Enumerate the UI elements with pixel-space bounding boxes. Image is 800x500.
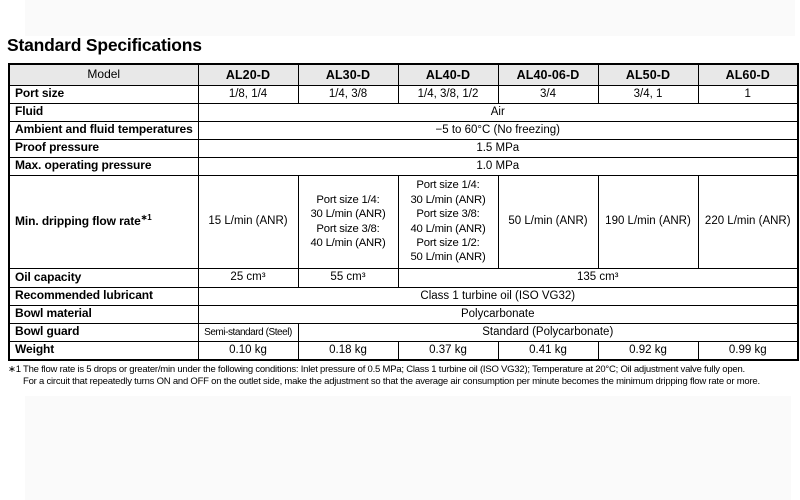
flow-rate-al20: 15 L/min (ANR) [198, 175, 298, 268]
recommended-lubricant-label: Recommended lubricant [9, 287, 198, 305]
flow-line: 30 L/min (ANR) [410, 193, 486, 206]
row-proof-pressure [9, 139, 798, 157]
ambient-temp-label: Ambient and fluid temperatures [9, 121, 198, 139]
oil-capacity-al40-to-al60: 135 cm³ [398, 268, 798, 287]
model-al60: AL60-D [698, 64, 798, 85]
flow-line: Port size 3/8: [316, 222, 380, 235]
min-dripping-flow-rate-label [9, 175, 198, 268]
footnote-line-1: The flow rate is 5 drops or greater/min under the following conditions: Inlet pressure of 0.5 MPa; Class 1 turbine oil (ISO VG32); Temperature at 20°C; Oil adjustment valve fully open. [23, 364, 745, 375]
scan-artifact-top [25, 0, 795, 36]
port-size-label: Port size [9, 85, 198, 103]
footnote-ref-1: ∗1 [140, 212, 152, 222]
flow-line: 40 L/min (ANR) [310, 236, 386, 249]
flow-rate-label-text: Min. dripping flow rate [15, 213, 141, 228]
bowl-guard-label: Bowl guard [9, 323, 198, 341]
weight-al60: 0.99 kg [698, 341, 798, 360]
table-header-row [9, 64, 798, 85]
footnote-marker: ∗1 [8, 364, 21, 375]
recommended-lubricant-value: Class 1 turbine oil (ISO VG32) [198, 287, 798, 305]
flow-line: Port size 1/4: [316, 193, 380, 206]
model-al20: AL20-D [198, 64, 298, 85]
footnote-1 [8, 364, 798, 388]
port-size-al50: 3/4, 1 [598, 85, 698, 103]
fluid-value: Air [198, 103, 798, 121]
oil-capacity-al20: 25 cm³ [198, 268, 298, 287]
bowl-guard-al20: Semi-standard (Steel) [198, 323, 298, 341]
model-al40: AL40-D [398, 64, 498, 85]
row-oil-capacity [9, 268, 798, 287]
weight-al40: 0.37 kg [398, 341, 498, 360]
max-operating-pressure-label: Max. operating pressure [9, 157, 198, 175]
flow-line: 30 L/min (ANR) [310, 208, 386, 221]
model-al40-06: AL40-06-D [498, 64, 598, 85]
page-title: Standard Specifications [7, 35, 202, 55]
specifications-table [8, 63, 799, 361]
row-bowl-guard [9, 323, 798, 341]
row-fluid [9, 103, 798, 121]
bowl-material-label: Bowl material [9, 305, 198, 323]
row-port-size [9, 85, 798, 103]
row-min-dripping-flow-rate [9, 175, 798, 268]
flow-line: Port size 1/2: [416, 236, 480, 249]
fluid-label: Fluid [9, 103, 198, 121]
flow-line: 40 L/min (ANR) [410, 222, 486, 235]
row-max-operating-pressure [9, 157, 798, 175]
weight-label: Weight [9, 341, 198, 360]
model-header-cell: Model [9, 64, 198, 85]
bowl-guard-al30-to-al60: Standard (Polycarbonate) [298, 323, 798, 341]
flow-rate-al40 [398, 175, 498, 268]
flow-line: 50 L/min (ANR) [410, 251, 486, 264]
row-recommended-lubricant [9, 287, 798, 305]
row-weight [9, 341, 798, 360]
weight-al30: 0.18 kg [298, 341, 398, 360]
flow-rate-al40-06: 50 L/min (ANR) [498, 175, 598, 268]
flow-line: Port size 1/4: [416, 179, 480, 192]
flow-rate-al60: 220 L/min (ANR) [698, 175, 798, 268]
weight-al40-06: 0.41 kg [498, 341, 598, 360]
row-ambient-temp [9, 121, 798, 139]
oil-capacity-al30: 55 cm³ [298, 268, 398, 287]
bowl-material-value: Polycarbonate [198, 305, 798, 323]
flow-rate-al30 [298, 175, 398, 268]
port-size-al40: 1/4, 3/8, 1/2 [398, 85, 498, 103]
weight-al20: 0.10 kg [198, 341, 298, 360]
max-operating-pressure-value: 1.0 MPa [198, 157, 798, 175]
proof-pressure-label: Proof pressure [9, 139, 198, 157]
ambient-temp-value: −5 to 60°C (No freezing) [198, 121, 798, 139]
port-size-al30: 1/4, 3/8 [298, 85, 398, 103]
port-size-al60: 1 [698, 85, 798, 103]
footnote-text [23, 364, 798, 388]
port-size-al20: 1/8, 1/4 [198, 85, 298, 103]
flow-line: Port size 3/8: [416, 208, 480, 221]
port-size-al40-06: 3/4 [498, 85, 598, 103]
model-al30: AL30-D [298, 64, 398, 85]
flow-rate-al50: 190 L/min (ANR) [598, 175, 698, 268]
scan-artifact-bottom [25, 396, 791, 500]
model-al50: AL50-D [598, 64, 698, 85]
weight-al50: 0.92 kg [598, 341, 698, 360]
footnote-line-2: For a circuit that repeatedly turns ON and OFF on the outlet side, make the adjustment so that the average air consumption per minute becomes the minimum dripping flow rate or more. [23, 375, 760, 387]
oil-capacity-label: Oil capacity [9, 268, 198, 287]
proof-pressure-value: 1.5 MPa [198, 139, 798, 157]
row-bowl-material [9, 305, 798, 323]
